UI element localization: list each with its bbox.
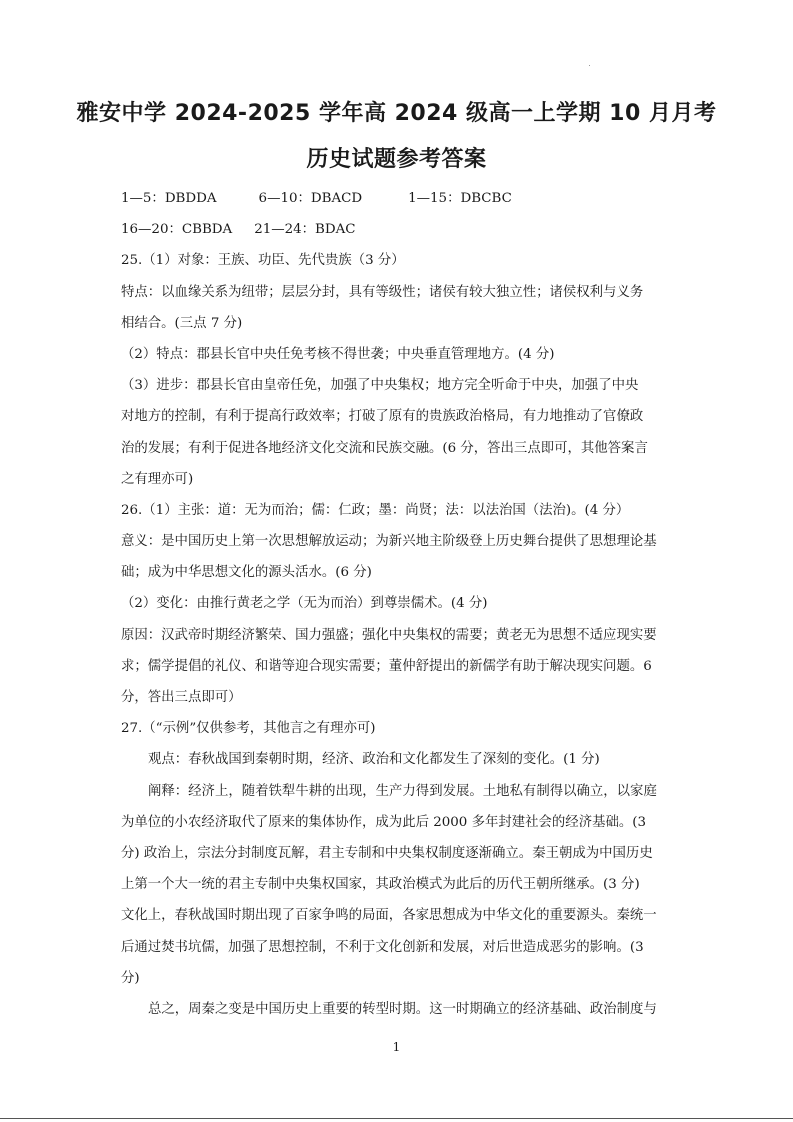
- page-bottom-rule: [0, 1118, 793, 1119]
- answer-line: 26.（1）主张：道：无为而治；儒：仁政；墨：尚贤；法：以法治国（法治)。(4 分）: [121, 502, 630, 518]
- answer-line: 上第一个大一统的君主专制中央集权国家，其政治模式为此后的历代王朝所继承。(3 分): [121, 877, 640, 893]
- answer-line: 分) 政治上，宗法分封制度瓦解，君主专制和中央集权制度逐渐确立。秦王朝成为中国历史: [121, 845, 653, 861]
- mc-answers-row-1: [121, 183, 681, 214]
- answer-line: （2）变化：由推行黄老之学（无为而治）到尊崇儒术。(4 分): [121, 596, 488, 612]
- answer-line: 阐释：经济上，随着铁犁牛耕的出现，生产力得到发展。土地私有制得以确立，以家庭: [148, 783, 657, 799]
- answer-line: 25.（1）对象：王族、功臣、先代贵族（3 分）: [121, 253, 405, 269]
- answer-line: 对地方的控制，有利于提高行政效率；打破了原有的贵族政治格局，有力地推动了官僚政: [121, 409, 644, 425]
- answer-line: 相结合。(三点 7 分): [121, 315, 243, 331]
- answer-line: （2）特点：郡县长官中央任免考核不得世袭；中央垂直管理地方。(4 分): [121, 346, 555, 362]
- answer-line: 特点：以血缘关系为纽带；层层分封，具有等级性；诸侯有较大独立性；诸侯权利与义务: [121, 284, 644, 300]
- answer-line: 原因：汉武帝时期经济繁荣、国力强盛；强化中央集权的需要；黄老无为思想不适应现实要: [121, 627, 657, 643]
- answer-line: 分): [121, 970, 140, 986]
- mc-answer-group: 21—24：BDAC: [254, 222, 356, 238]
- answer-line: 治的发展；有利于促进各地经济文化交流和民族交融。(6 分，答出三点即可，其他答案言: [121, 440, 648, 456]
- answer-line: 观点：春秋战国到秦朝时期，经济、政治和文化都发生了深刻的变化。(1 分): [148, 752, 600, 768]
- answer-line: 文化上，春秋战国时期出现了百家争鸣的局面，各家思想成为中华文化的重要源头。秦统一: [121, 908, 657, 924]
- answer-line: 后通过焚书坑儒，加强了思想控制，不利于文化创新和发展，对后世造成恶劣的影响。(3: [121, 939, 644, 955]
- answer-line: 意义：是中国历史上第一次思想解放运动；为新兴地主阶级登上历史舞台提供了思想理论基: [121, 534, 657, 550]
- mc-answer-group: 1—15：DBCBC: [408, 191, 512, 206]
- answer-line: 求；儒学提倡的礼仪、和谐等迎合现实需要；董仲舒提出的新儒学有助于解决现实问题。6: [121, 658, 652, 674]
- mc-answer-group: 16—20：CBBDA: [121, 222, 233, 238]
- answer-line: 27.（“示例”仅供参考，其他言之有理亦可): [121, 721, 376, 737]
- mc-answers-row-2: [121, 214, 681, 245]
- answer-line: 分，答出三点即可）: [121, 690, 242, 705]
- answer-body: [121, 183, 681, 1025]
- mc-answer-group: 6—10：DBACD: [258, 191, 363, 206]
- exam-subtitle: 历史试题参考答案: [306, 147, 487, 172]
- answer-line: 为单位的小农经济取代了原来的集体协作，成为此后 2000 多年封建社会的经济基础。(3: [121, 814, 647, 830]
- answer-line: 总之，周秦之变是中国历史上重要的转型时期。这一时期确立的经济基础、政治制度与: [148, 1001, 657, 1017]
- page-number: 1: [392, 1040, 401, 1054]
- exam-title: 雅安中学 2024-2025 学年高 2024 级高一上学期 10 月月考: [76, 101, 717, 126]
- scan-speck: [589, 65, 590, 66]
- answer-line: 础；成为中华思想文化的源头活水。(6 分): [121, 565, 372, 581]
- answer-line: 之有理亦可): [121, 471, 194, 487]
- mc-answer-group: 1—5：DBDDA: [121, 191, 217, 206]
- answer-line: （3）进步：郡县长官由皇帝任免，加强了中央集权；地方完全听命于中央，加强了中央: [121, 378, 639, 394]
